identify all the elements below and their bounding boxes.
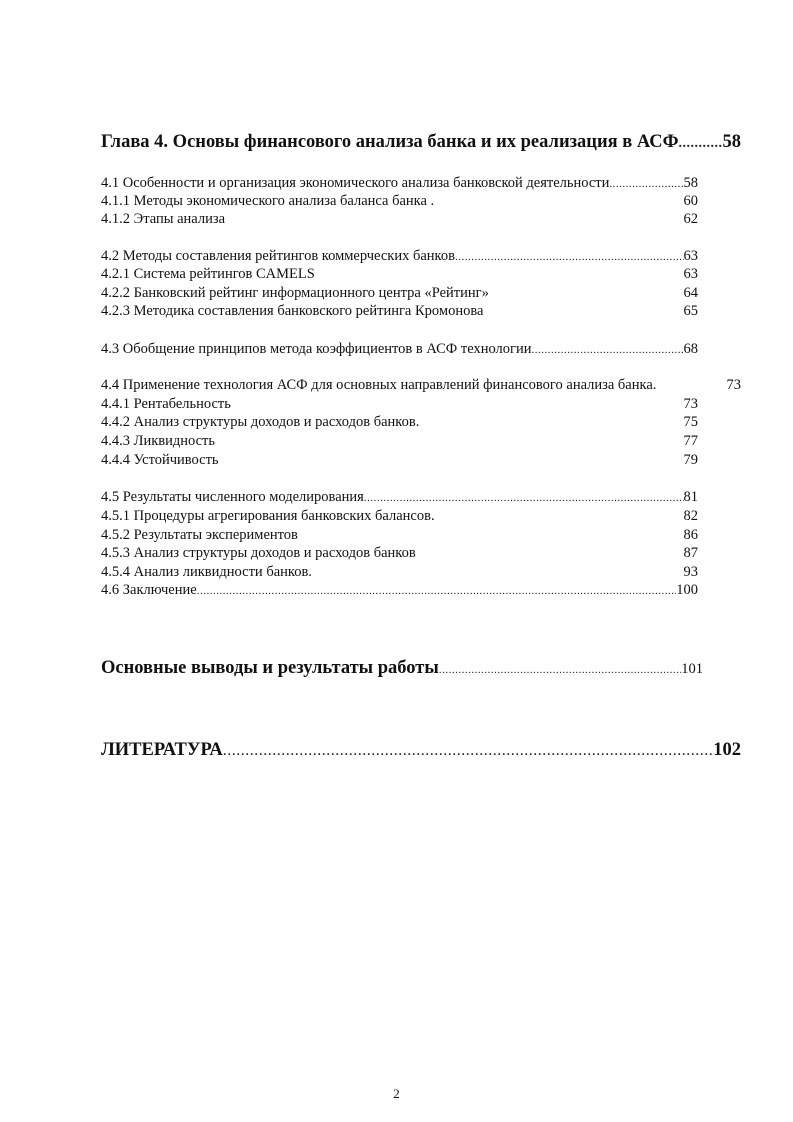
toc-entry-title <box>101 507 435 525</box>
toc-entry-title <box>101 302 483 320</box>
toc-entry-page: 87 <box>683 545 698 561</box>
toc-entry-text: Анализ ликвидности банков. <box>133 564 312 580</box>
toc-entry-page: 65 <box>683 303 698 319</box>
toc-entry-number: 4.6 <box>101 582 120 598</box>
toc-entry-text: Анализ структуры доходов и расходов банков <box>133 545 416 561</box>
toc-entry <box>101 395 698 413</box>
toc-entry-number: 4.4.4 <box>101 452 130 468</box>
toc-entry-page: 100 <box>676 582 698 598</box>
chapter-title: Глава 4. Основы финансового анализа банка и их реализация в АСФ <box>101 132 679 152</box>
toc-entry-title <box>101 563 312 581</box>
toc-entry-title <box>101 210 225 228</box>
leader-dots <box>364 489 684 507</box>
toc-entry-page: 63 <box>683 266 698 282</box>
toc-entry-text: Особенности и организация экономического анализа банковской деятельности <box>122 175 610 191</box>
toc-entry-page: 60 <box>683 193 698 209</box>
toc-entry-title <box>101 581 197 599</box>
toc-entry-title <box>101 265 315 283</box>
leader-dots <box>531 341 683 359</box>
toc-entry-title <box>101 376 656 394</box>
toc-entry-number: 4.5.1 <box>101 508 130 524</box>
toc-entry-title <box>101 174 609 192</box>
toc-entry-title <box>101 451 219 469</box>
toc-entry <box>101 247 698 266</box>
toc-entry-title <box>101 284 489 302</box>
toc-entry-page: 64 <box>683 285 698 301</box>
chapter-4-heading <box>101 131 741 155</box>
toc-entry-title <box>101 432 215 450</box>
leader-dots <box>679 133 723 155</box>
toc-entry-number: 4.1.1 <box>101 193 130 209</box>
toc-entry-text: Применение технология АСФ для основных направлений финансового анализа банка. <box>122 377 657 393</box>
toc-entry-text: Результаты экспериментов <box>133 527 298 543</box>
conclusions-page: 101 <box>681 661 703 677</box>
toc-entry-page: 68 <box>683 341 698 357</box>
toc-entry-title <box>101 526 298 544</box>
toc-entry-page: 77 <box>683 433 698 449</box>
leader-dots <box>455 248 684 266</box>
toc-entry-page: 81 <box>683 489 698 505</box>
toc-entry <box>101 174 698 193</box>
toc-entry-number: 4.1 <box>101 175 120 191</box>
toc-entry-number: 4.5.3 <box>101 545 130 561</box>
toc-entry-page: 73 <box>726 377 741 393</box>
toc-entry-text: Заключение <box>122 582 197 598</box>
toc-entry-number: 4.2.3 <box>101 303 130 319</box>
toc-entry-text: Методика составления банковского рейтинга Кромонова <box>133 303 484 319</box>
leader-dots <box>439 659 681 681</box>
toc-entry-text: Устойчивость <box>133 452 219 468</box>
toc-entry-text: Ликвидность <box>133 433 216 449</box>
chapter-page: 58 <box>722 132 741 152</box>
literature-heading <box>101 739 741 762</box>
conclusions-heading <box>101 657 703 681</box>
toc-entry-page: 79 <box>683 452 698 468</box>
toc-entry <box>101 432 698 450</box>
toc-entry <box>101 507 698 525</box>
toc-entry-text: Результаты численного моделирования <box>122 489 364 505</box>
toc-entry-page: 75 <box>683 414 698 430</box>
conclusions-title: Основные выводы и результаты работы <box>101 658 439 678</box>
toc-entry-number: 4.5 <box>101 489 120 505</box>
toc-entry-number: 4.4 <box>101 377 120 393</box>
toc-entry-text: Рентабельность <box>133 396 231 412</box>
toc-entry-title <box>101 544 416 562</box>
toc-entry <box>101 340 698 359</box>
toc-entry <box>101 488 698 507</box>
toc-entry-text: Методы экономического анализа баланса банка . <box>133 193 435 209</box>
toc-entry <box>101 302 698 320</box>
toc-entry-number: 4.2.2 <box>101 285 130 301</box>
toc-entry-page: 93 <box>683 564 698 580</box>
toc-entry-number: 4.4.2 <box>101 414 130 430</box>
literature-page: 102 <box>713 740 741 760</box>
toc-entry-text: Банковский рейтинг информационного центра «Рейтинг» <box>133 285 489 301</box>
toc-entry <box>101 544 698 562</box>
toc-entry <box>101 581 698 600</box>
toc-entry <box>101 413 698 431</box>
literature-title: ЛИТЕРАТУРА <box>101 740 223 760</box>
toc-entry <box>101 265 698 283</box>
toc-entry <box>101 376 741 394</box>
toc-entry-number: 4.2.1 <box>101 266 130 282</box>
toc-entry-page: 62 <box>683 211 698 227</box>
toc-entry-page: 63 <box>683 248 698 264</box>
toc-entry-text: Анализ структуры доходов и расходов банков. <box>133 414 420 430</box>
toc-entry-title <box>101 340 531 358</box>
toc-entry-number: 4.4.3 <box>101 433 130 449</box>
toc-entry-page: 73 <box>683 396 698 412</box>
toc-entry-number: 4.4.1 <box>101 396 130 412</box>
toc-entry-number: 4.5.2 <box>101 527 130 543</box>
toc-entry-text: Обобщение принципов метода коэффициентов в АСФ технологии <box>122 341 532 357</box>
toc-entry <box>101 210 698 228</box>
page-number: 2 <box>393 1086 400 1101</box>
toc-entry-number: 4.3 <box>101 341 120 357</box>
toc-entry <box>101 192 698 210</box>
toc-entry-text: Методы составления рейтингов коммерческих банков <box>122 248 455 264</box>
toc-entry-text: Этапы анализа <box>133 211 226 227</box>
toc-entry-title <box>101 395 231 413</box>
toc-entry-text: Процедуры агрегирования банковских балансов. <box>133 508 435 524</box>
leader-dots <box>223 740 714 762</box>
toc-entry-page: 86 <box>683 527 698 543</box>
leader-dots <box>609 175 683 193</box>
toc-entry-title <box>101 192 434 210</box>
toc-entry-page: 82 <box>683 508 698 524</box>
toc-entry-title <box>101 247 455 265</box>
toc-entry-number: 4.5.4 <box>101 564 130 580</box>
toc-entry-title <box>101 488 364 506</box>
toc-entry <box>101 284 698 302</box>
toc-entry-text: Система рейтингов CAMELS <box>133 266 315 282</box>
toc-entry-number: 4.1.2 <box>101 211 130 227</box>
toc-entry-title <box>101 413 419 431</box>
toc-entry-number: 4.2 <box>101 248 120 264</box>
toc-entry <box>101 563 698 581</box>
toc-entry-page: 58 <box>683 175 698 191</box>
toc-entry <box>101 451 698 469</box>
leader-dots <box>197 582 677 600</box>
toc-entry <box>101 526 698 544</box>
